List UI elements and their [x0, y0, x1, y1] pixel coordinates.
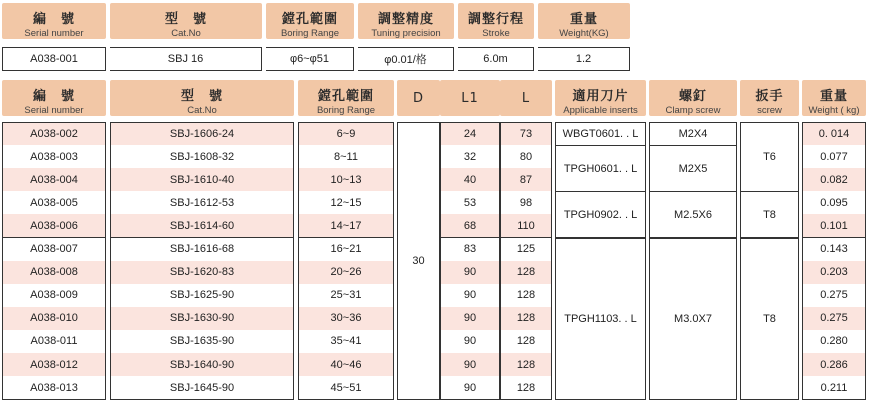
cell-serial: A038-012	[2, 353, 106, 377]
cell-range: 35~41	[298, 330, 394, 354]
main-header-cell	[110, 80, 294, 116]
header-en: Cat.No	[187, 105, 217, 116]
top-header-cell	[358, 3, 454, 39]
top-row-cell: SBJ 16	[110, 47, 262, 71]
cell-cat: SBJ-1608-32	[110, 145, 294, 169]
cell-serial: A038-008	[2, 261, 106, 285]
cell-l: 73	[500, 122, 552, 146]
cell-serial: A038-011	[2, 330, 106, 354]
wrench-cell: T6	[740, 122, 799, 192]
header-zh: 螺釘	[678, 89, 707, 104]
wrench-cell: T8	[740, 238, 799, 400]
cell-l1: 24	[440, 122, 500, 146]
cell-l: 125	[500, 238, 552, 262]
clamp-screw-cell: M2X5	[649, 145, 737, 192]
header-en: Weight ( kg)	[808, 105, 860, 116]
main-header-cell	[298, 80, 394, 116]
cell-l1: 40	[440, 168, 500, 192]
insert-cell: TPGH0902. . L	[555, 191, 646, 238]
cell-cat: SBJ-1612-53	[110, 191, 294, 215]
insert-cell: TPGH0601. . L	[555, 145, 646, 192]
cell-l: 98	[500, 191, 552, 215]
header-en: Serial number	[24, 105, 84, 116]
cell-weight: 0.286	[802, 353, 866, 377]
cell-range: 25~31	[298, 284, 394, 308]
clamp-screw-cell: M2X4	[649, 122, 737, 146]
header-en: Boring Range	[316, 105, 376, 116]
clamp-screw-cell: M2.5X6	[649, 191, 737, 238]
cell-l: 110	[500, 214, 552, 238]
top-row-cell: φ0.01/格	[358, 47, 454, 71]
top-row-cell: 6.0m	[458, 47, 534, 71]
cell-l1: 90	[440, 353, 500, 377]
cell-cat: SBJ-1645-90	[110, 376, 294, 400]
header-zh: L1	[461, 91, 479, 106]
header-zh: 編 號	[32, 12, 75, 27]
header-zh: 重量	[819, 89, 848, 104]
cell-weight: 0.143	[802, 238, 866, 262]
header-zh: 編 號	[32, 89, 75, 104]
d-value-cell: 30	[397, 122, 440, 400]
top-header-cell	[458, 3, 534, 39]
main-header-cell	[440, 80, 500, 116]
cell-weight: 0.077	[802, 145, 866, 169]
cell-l: 128	[500, 261, 552, 285]
header-en: Weight(KG)	[559, 28, 609, 39]
cell-range: 8~11	[298, 145, 394, 169]
cell-range: 6~9	[298, 122, 394, 146]
cell-l: 128	[500, 376, 552, 400]
cell-l1: 68	[440, 214, 500, 238]
cell-l1: 83	[440, 238, 500, 262]
cell-range: 10~13	[298, 168, 394, 192]
cell-range: 20~26	[298, 261, 394, 285]
cell-cat: SBJ-1620-83	[110, 261, 294, 285]
top-header-cell	[538, 3, 630, 39]
cell-serial: A038-009	[2, 284, 106, 308]
header-zh: 適用刀片	[572, 89, 629, 104]
top-row-cell: φ6~φ51	[266, 47, 354, 71]
cell-l: 128	[500, 307, 552, 331]
cell-l1: 90	[440, 261, 500, 285]
cell-l1: 90	[440, 307, 500, 331]
header-zh: 鏜孔範圍	[317, 89, 374, 104]
header-zh: 扳手	[755, 89, 784, 104]
header-en: Clamp screw	[665, 105, 721, 116]
cell-cat: SBJ-1614-60	[110, 214, 294, 238]
header-zh: 調整精度	[377, 12, 434, 27]
main-header-cell	[649, 80, 737, 116]
cell-cat: SBJ-1625-90	[110, 284, 294, 308]
header-zh: 型 號	[180, 89, 223, 104]
cell-weight: 0.101	[802, 214, 866, 238]
cell-range: 14~17	[298, 214, 394, 238]
cell-range: 12~15	[298, 191, 394, 215]
cell-weight: 0.280	[802, 330, 866, 354]
top-header-cell	[266, 3, 354, 39]
cell-cat: SBJ-1640-90	[110, 353, 294, 377]
header-en: Stroke	[482, 28, 510, 39]
cell-weight: 0.211	[802, 376, 866, 400]
insert-cell: WBGT0601. . L	[555, 122, 646, 146]
main-header-cell	[802, 80, 866, 116]
clamp-screw-cell: M3.0X7	[649, 238, 737, 400]
main-header-cell	[2, 80, 106, 116]
header-zh: 調整行程	[467, 12, 524, 27]
header-zh: 鏜孔範圍	[281, 12, 338, 27]
cell-l: 128	[500, 284, 552, 308]
header-en: Cat.No	[171, 28, 201, 39]
cell-serial: A038-013	[2, 376, 106, 400]
header-zh: L	[521, 91, 531, 106]
header-zh: 型 號	[164, 12, 207, 27]
cell-cat: SBJ-1606-24	[110, 122, 294, 146]
cell-l1: 32	[440, 145, 500, 169]
cell-weight: 0.082	[802, 168, 866, 192]
cell-l1: 90	[440, 376, 500, 400]
cell-range: 40~46	[298, 353, 394, 377]
cell-weight: 0.203	[802, 261, 866, 285]
top-row-cell: 1.2	[538, 47, 630, 71]
header-en: Boring Range	[280, 28, 340, 39]
cell-l1: 53	[440, 191, 500, 215]
header-zh: D	[412, 91, 424, 106]
cell-range: 45~51	[298, 376, 394, 400]
cell-cat: SBJ-1616-68	[110, 238, 294, 262]
cell-serial: A038-007	[2, 238, 106, 262]
cell-cat: SBJ-1610-40	[110, 168, 294, 192]
cell-serial: A038-003	[2, 145, 106, 169]
cell-l: 87	[500, 168, 552, 192]
cell-weight: 0.275	[802, 307, 866, 331]
header-en: Applicable inserts	[563, 105, 638, 116]
cell-range: 30~36	[298, 307, 394, 331]
header-zh: 重量	[569, 12, 598, 27]
cell-l1: 90	[440, 330, 500, 354]
cell-serial: A038-005	[2, 191, 106, 215]
cell-weight: 0.275	[802, 284, 866, 308]
cell-serial: A038-006	[2, 214, 106, 238]
main-header-cell	[555, 80, 646, 116]
cell-range: 16~21	[298, 238, 394, 262]
cell-serial: A038-004	[2, 168, 106, 192]
insert-cell: TPGH1103. . L	[555, 238, 646, 400]
cell-l: 128	[500, 353, 552, 377]
cell-weight: 0.095	[802, 191, 866, 215]
cell-weight: 0. 014	[802, 122, 866, 146]
wrench-cell: T8	[740, 191, 799, 238]
cell-cat: SBJ-1635-90	[110, 330, 294, 354]
cell-l: 128	[500, 330, 552, 354]
main-header-cell	[500, 80, 552, 116]
cell-cat: SBJ-1630-90	[110, 307, 294, 331]
cell-serial: A038-002	[2, 122, 106, 146]
header-en: screw	[757, 105, 782, 116]
header-en: Serial number	[24, 28, 84, 39]
main-header-cell	[740, 80, 799, 116]
header-en: Tuning precision	[371, 28, 441, 39]
cell-serial: A038-010	[2, 307, 106, 331]
cell-l: 80	[500, 145, 552, 169]
top-header-cell	[110, 3, 262, 39]
top-header-cell	[2, 3, 106, 39]
top-row-cell: A038-001	[2, 47, 106, 71]
cell-l1: 90	[440, 284, 500, 308]
main-header-cell	[397, 80, 440, 116]
